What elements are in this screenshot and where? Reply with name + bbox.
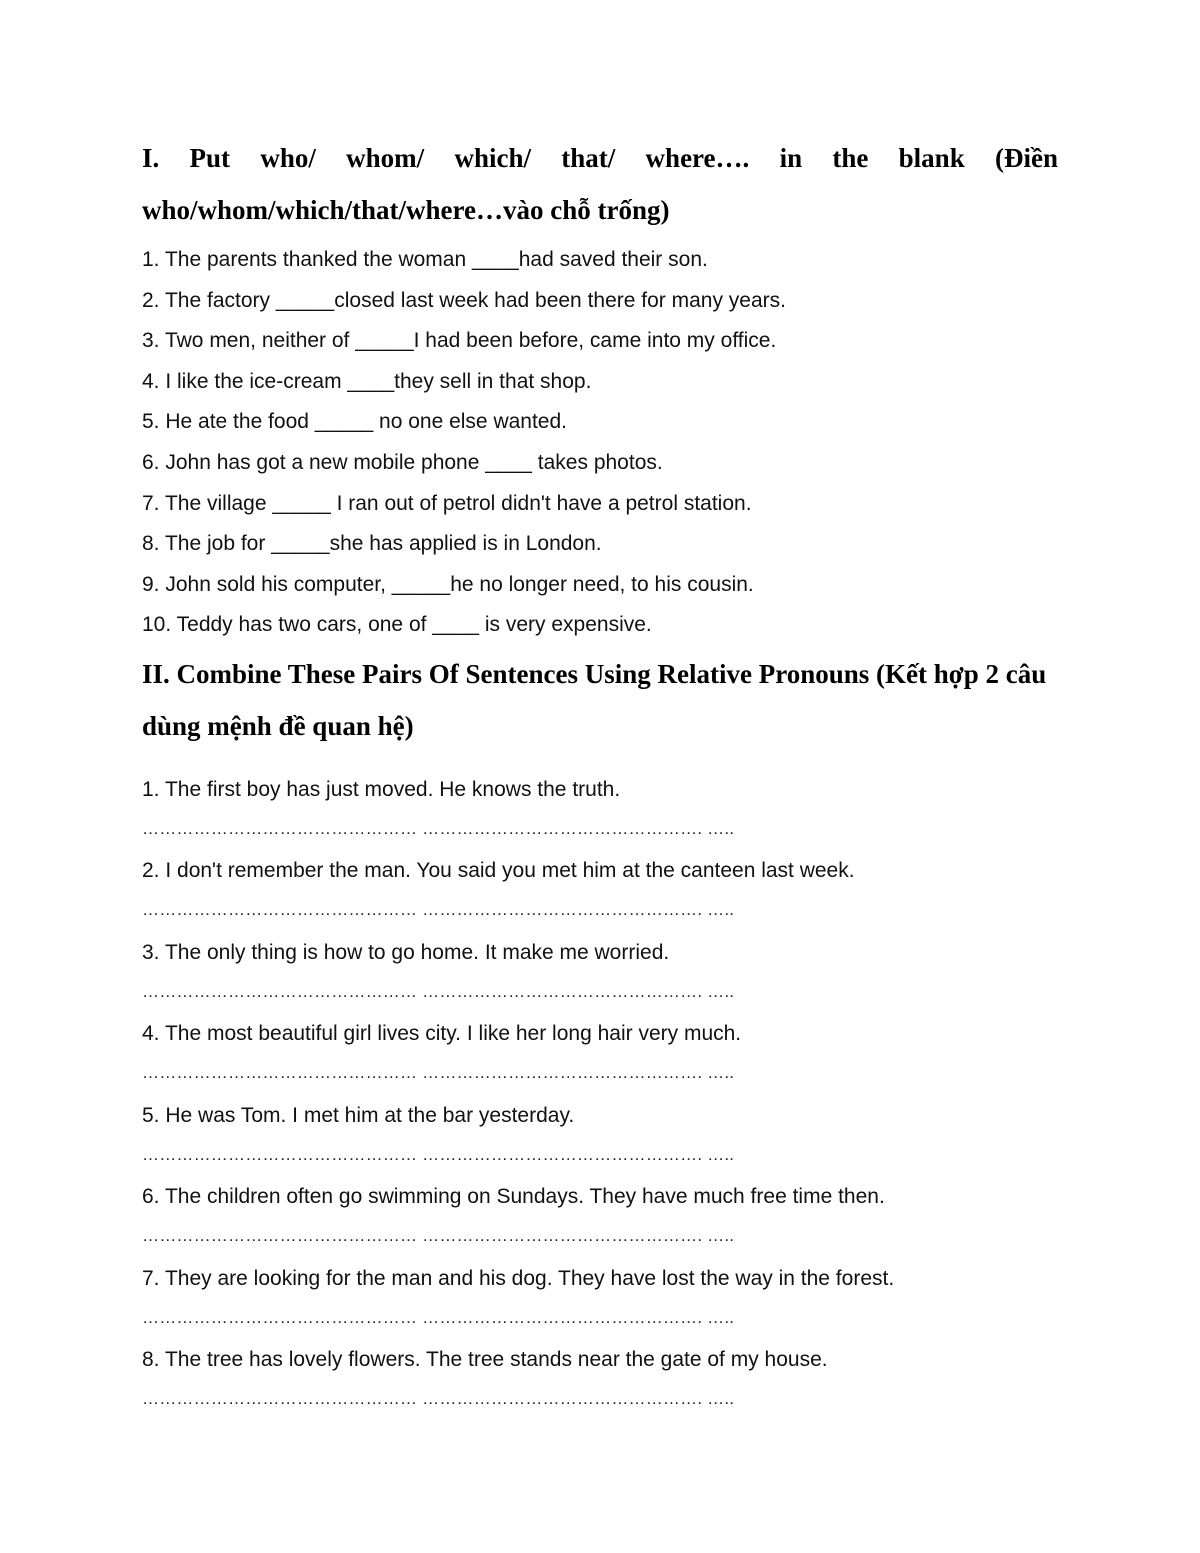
exercise-question: 6. The children often go swimming on Sundays. They have much free time then. bbox=[142, 1185, 885, 1209]
exercise-item: 4. I like the ice-cream ____they sell in that shop. bbox=[142, 369, 592, 393]
exercise-item bbox=[142, 1263, 1058, 1345]
exercise-item: 5. He ate the food _____ no one else wanted. bbox=[142, 410, 567, 434]
exercise-item: 9. John sold his computer, _____he no longer need, to his cousin. bbox=[142, 572, 754, 596]
section-2-exercise-list bbox=[142, 774, 1058, 1426]
exercise-item: 6. John has got a new mobile phone ____ takes photos. bbox=[142, 450, 663, 474]
exercise-item: 3. Two men, neither of _____I had been before, came into my office. bbox=[142, 329, 777, 353]
section-1-exercise-list bbox=[142, 240, 1058, 646]
exercise-question: 7. They are looking for the man and his dog. They have lost the way in the forest. bbox=[142, 1266, 895, 1290]
exercise-item: 2. The factory _____closed last week had been there for many years. bbox=[142, 288, 786, 312]
exercise-question: 4. The most beautiful girl lives city. I like her long hair very much. bbox=[142, 1022, 742, 1046]
answer-line: ………………………………………… …………………………………………. ….. bbox=[142, 900, 735, 920]
exercise-item bbox=[142, 937, 1058, 1019]
exercise-item: 1. The parents thanked the woman ____had saved their son. bbox=[142, 248, 708, 271]
exercise-question: 8. The tree has lovely flowers. The tree stands near the gate of my house. bbox=[142, 1348, 828, 1372]
exercise-item: 8. The job for _____she has applied is in London. bbox=[142, 532, 602, 556]
exercise-item bbox=[142, 855, 1058, 937]
section-2-heading: II. Combine These Pairs Of Sentences Using Relative Pronouns (Kết hợp 2 câu dùng mệnh đề quan hệ) bbox=[142, 658, 1047, 741]
exercise-question: 2. I don't remember the man. You said you met him at the canteen last week. bbox=[142, 859, 855, 883]
answer-line: ………………………………………… …………………………………………. ….. bbox=[142, 1307, 735, 1327]
answer-line: ………………………………………… …………………………………………. ….. bbox=[142, 1144, 735, 1164]
answer-line: ………………………………………… …………………………………………. ….. bbox=[142, 981, 735, 1001]
section-1-heading: I. Put who/ whom/ which/ that/ where…. in the blank (Điền who/whom/which/that/where…vào chỗ trống) bbox=[142, 143, 1058, 225]
exercise-item: 7. The village _____ I ran out of petrol didn't have a petrol station. bbox=[142, 491, 752, 515]
exercise-item bbox=[142, 1018, 1058, 1100]
answer-line: ………………………………………… …………………………………………. ….. bbox=[142, 1226, 735, 1246]
exercise-item bbox=[142, 1181, 1058, 1263]
exercise-item bbox=[142, 774, 1058, 856]
answer-line: ………………………………………… …………………………………………. ….. bbox=[142, 818, 735, 838]
exercise-question: 1. The first boy has just moved. He knows the truth. bbox=[142, 777, 621, 801]
exercise-question: 3. The only thing is how to go home. It make me worried. bbox=[142, 940, 670, 964]
worksheet-page bbox=[142, 132, 1058, 1426]
exercise-item bbox=[142, 1100, 1058, 1182]
answer-line: ………………………………………… …………………………………………. ….. bbox=[142, 1063, 735, 1083]
answer-line: ………………………………………… …………………………………………. ….. bbox=[142, 1389, 735, 1409]
exercise-item bbox=[142, 1344, 1058, 1426]
exercise-question: 5. He was Tom. I met him at the bar yesterday. bbox=[142, 1103, 575, 1127]
exercise-item: 10. Teddy has two cars, one of ____ is very expensive. bbox=[142, 613, 652, 637]
